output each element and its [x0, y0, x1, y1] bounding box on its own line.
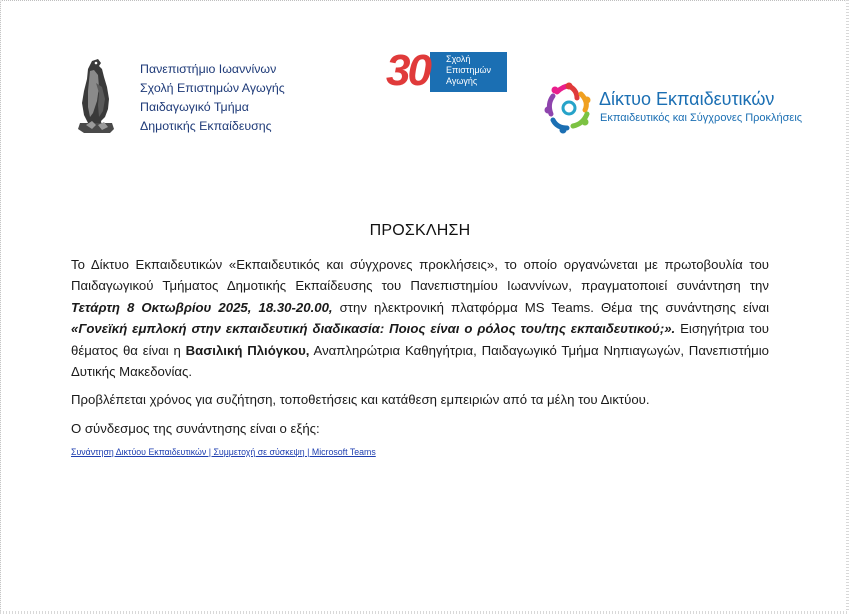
meeting-date: Τετάρτη 8 Οκτωβρίου 2025, 18.30-20.00,	[71, 299, 333, 315]
network-people-icon	[543, 80, 595, 134]
school-line: Σχολή Επιστημών Αγωγής	[140, 81, 285, 95]
network-subtitle: Εκπαιδευτικός και Σύγχρονες Προκλήσεις	[600, 112, 803, 124]
anniversary-text-line: Αγωγής	[446, 76, 478, 86]
speaker-name: Βασιλική Πλιόγκου,	[185, 342, 310, 358]
paragraph-text: στην ηλεκτρονική πλατφόρμα MS Teams. Θέμα της συνάντησης είναι	[332, 299, 769, 315]
anniversary-number: 30	[386, 46, 429, 95]
link-intro-paragraph: Ο σύνδεσμος της συνάντησης είναι ο εξής:	[71, 420, 320, 436]
document-title: ΠΡΟΣΚΛΗΣΗ	[369, 222, 471, 239]
discussion-paragraph: Προβλέπεται χρόνος για συζήτηση, τοποθετήσεις και κατάθεση εμπειριών από τα μέλη του Δικτύου.	[71, 392, 650, 408]
department-line-2: Δημοτικής Εκπαίδευσης	[140, 119, 272, 133]
paragraph-text: Αναπληρώτρια Καθηγήτρια, Παιδαγωγικό Τμήμα Νηπιαγωγών, Πανεπιστήμιο Δυτικής Μακεδονίας.	[71, 342, 770, 380]
department-line: Παιδαγωγικό Τμήμα	[140, 100, 249, 114]
anniversary-text-line: Σχολή	[446, 54, 471, 64]
university-name-block	[140, 60, 285, 136]
paragraph-text: Εισηγήτρια του θέματος θα είναι η	[71, 321, 769, 358]
teams-meeting-link[interactable]: Συνάντηση Δικτύου Εκπαιδευτικών | Συμμετοχή σε σύσκεψη | Microsoft Teams	[71, 447, 376, 457]
anniversary-text	[446, 54, 491, 87]
network-title: Δίκτυο Εκπαιδευτικών	[599, 89, 775, 109]
owl-emblem-icon	[72, 57, 120, 137]
anniversary-logo	[386, 46, 507, 95]
university-line: Πανεπιστήμιο Ιωαννίνων	[140, 62, 277, 76]
invitation-paragraph	[71, 254, 769, 382]
paragraph-text: Το Δίκτυο Εκπαιδευτικών «Εκπαιδευτικός και σύγχρονες προκλήσεις», το οποίο οργανώνεται με πρωτοβουλία του Παιδαγωγικού Τμήματος Δημοτικής Εκπαίδευσης του Πανεπιστημίου Ιωαννίνων, πραγματοποιεί συνάντηση την	[71, 257, 769, 294]
anniversary-text-line: Επιστημών	[446, 65, 492, 75]
document-body	[71, 254, 769, 446]
meeting-topic: «Γονεϊκή εμπλοκή στην εκπαιδευτική διαδικασία: Ποιος είναι ο ρόλος του/της εκπαιδευτικού;».	[71, 321, 676, 337]
